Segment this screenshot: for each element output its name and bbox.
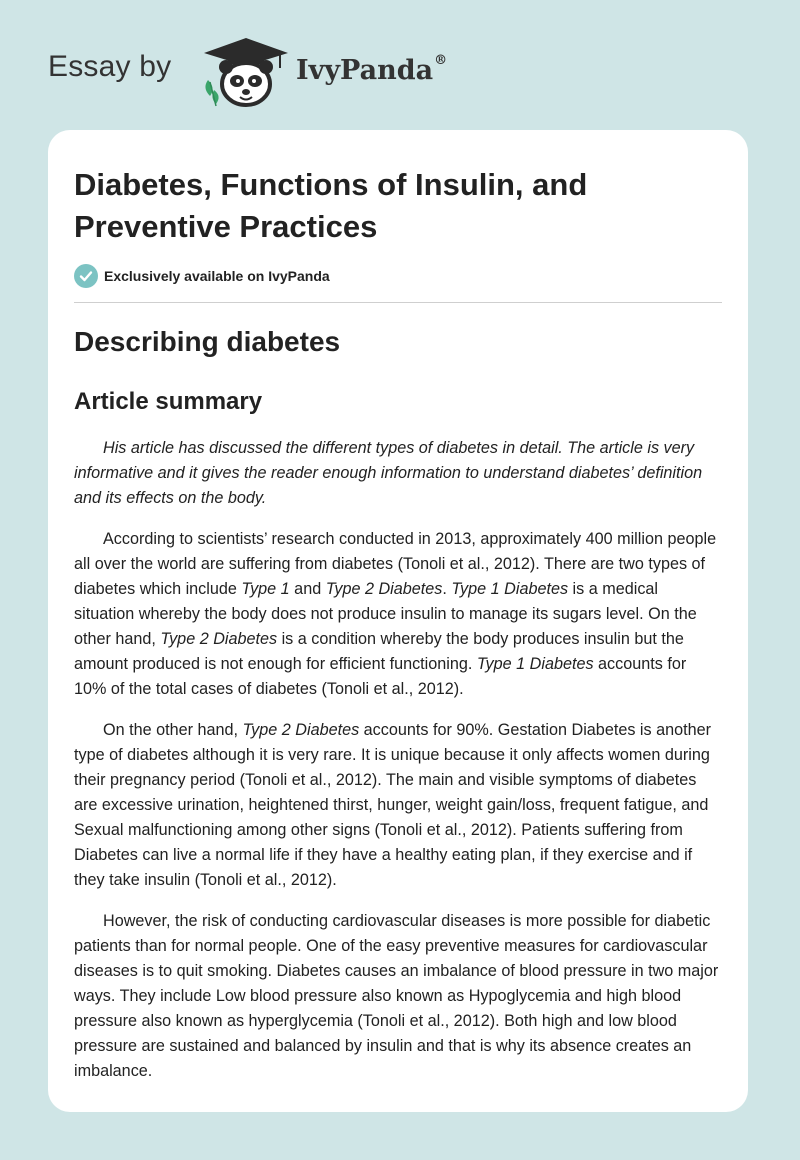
article-card	[48, 130, 748, 1112]
exclusive-badge	[74, 263, 330, 289]
subsection-heading: Article summary	[74, 388, 263, 415]
essay-by-label: Essay by	[48, 50, 172, 83]
check-icon	[74, 264, 98, 288]
summary-paragraph: His article has discussed the different types of diabetes in detail. The article is very informative and it gives the reader enough information to understand diabetes’ definition and its effects on the body.	[74, 439, 703, 507]
article-title: Diabetes, Functions of Insulin, and Preventive Practices	[74, 167, 588, 244]
exclusive-badge-text: Exclusively available on IvyPanda	[104, 268, 330, 284]
paragraph: According to scientists’ research conducted in 2013, approximately 400 million people all over the world are suffering from diabetes (Tonoli et al., 2012). There are two types of diabetes which include Type 1 and Type 2 Diabetes. Type 1 Diabetes is a medical situation whereby the body does not produce insulin to manage its sugars level. On the other hand, Type 2 Diabetes is a condition whereby the body produces insulin but the amount produced is not enough for efficient functioning. Type 1 Diabetes accounts for 10% of the total cases of diabetes (Tonoli et al., 2012).	[74, 530, 717, 698]
divider	[74, 302, 722, 303]
section-heading: Describing diabetes	[74, 326, 341, 357]
paragraph: However, the risk of conducting cardiovascular diseases is more possible for diabetic patients than for normal people. One of the easy preventive measures for cardiovascular diseases is to quit smoking. Diabetes causes an imbalance of blood pressure in two major ways. They include Low blood pressure also known as Hypoglycemia and high blood pressure also known as hyperglycemia (Tonoli et al., 2012). Both high and low blood pressure are sustained and balanced by insulin and that is why its absence creates an imbalance.	[74, 912, 719, 1080]
paragraph: On the other hand, Type 2 Diabetes accounts for 90%. Gestation Diabetes is another type of diabetes although it is very rare. It is unique because it only affects women during their pregnancy period (Tonoli et al., 2012). The main and visible symptoms of diabetes are excessive urination, heightened thirst, hunger, weight gain/loss, frequent fatigue, and Sexual malfunctioning among other signs (Tonoli et al., 2012). Patients suffering from Diabetes can live a normal life if they have a healthy eating plan, if they exercise and if they take insulin (Tonoli et al., 2012).	[74, 721, 711, 889]
panda-graduate-icon[interactable]	[200, 36, 292, 110]
brand-name[interactable]: IvyPanda®	[296, 53, 448, 86]
site-header	[0, 0, 800, 130]
article-body	[74, 436, 722, 1100]
registered-mark: ®	[434, 53, 448, 68]
